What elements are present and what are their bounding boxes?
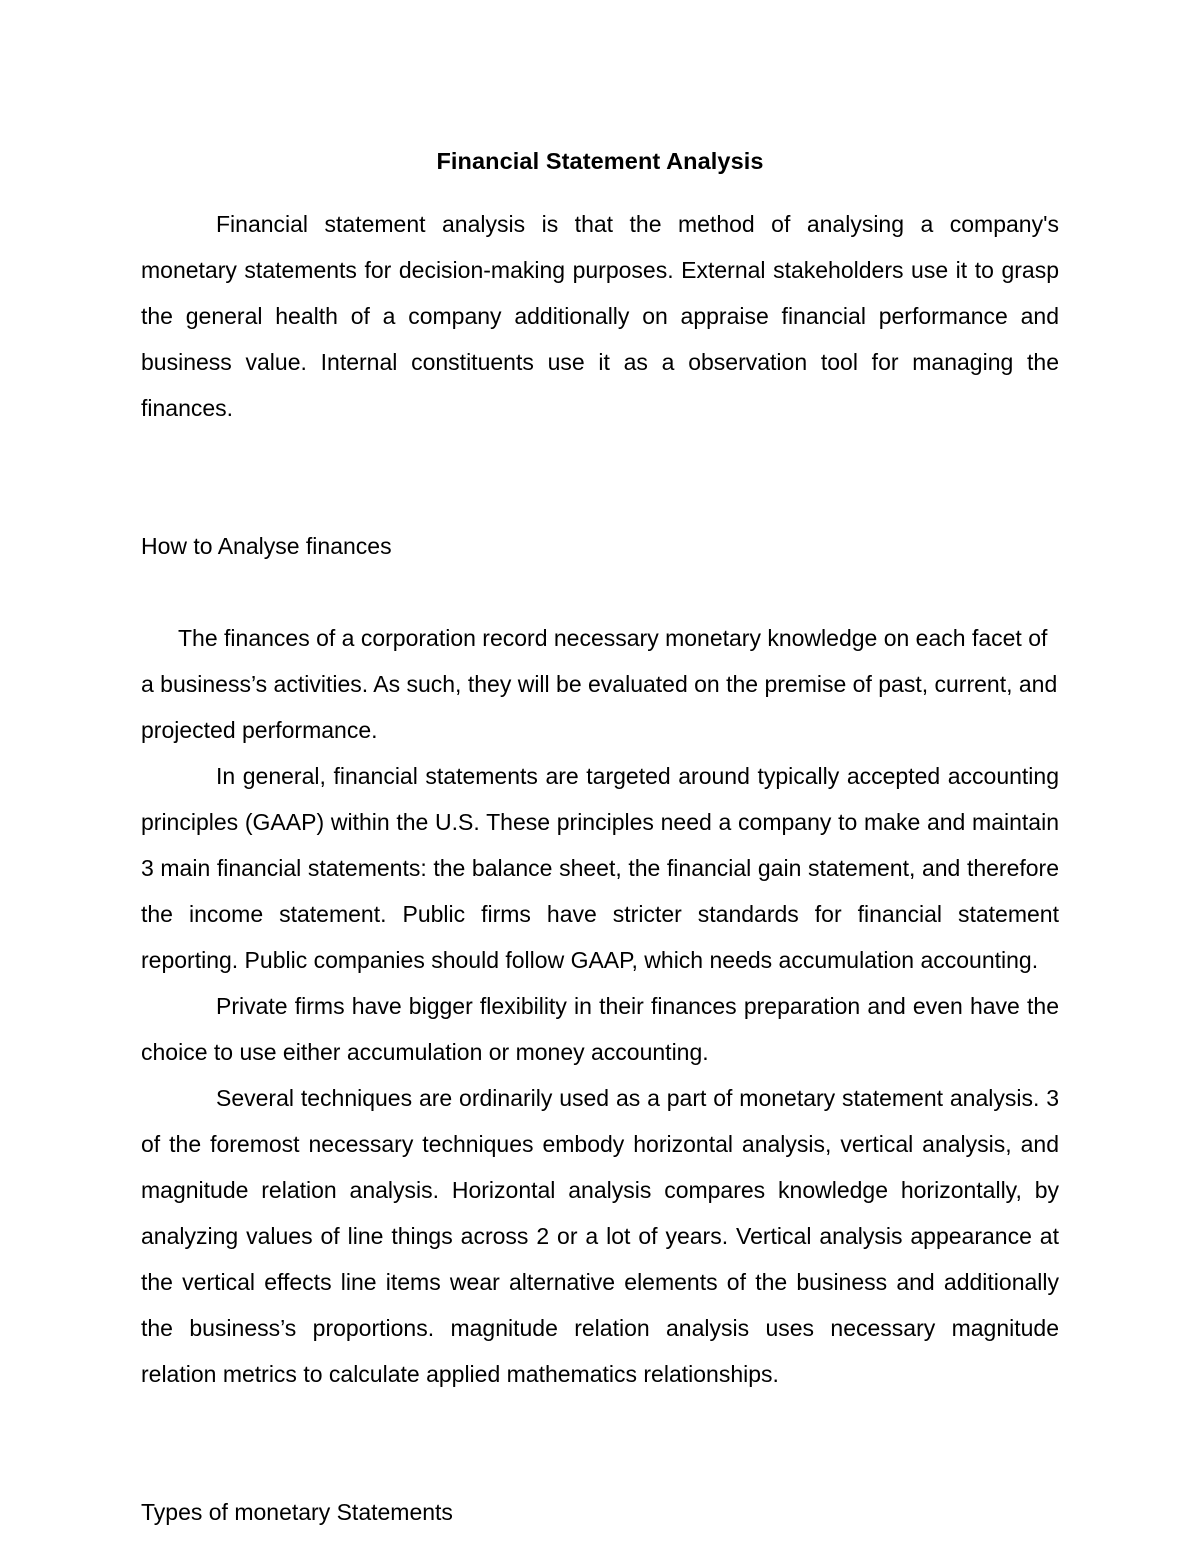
spacer-after-how-to-analyse-heading: [141, 569, 1059, 615]
paragraph-intro: Financial statement analysis is that the method of analysing a company's monetary statements for decision-making purposes. External stakeholders use it to grasp the general health of a company additionally on appraise financial performance and business value. Internal constituents use it as a observation tool for managing the finances.: [141, 211, 1059, 421]
spacer-before-types-heading: [141, 1397, 1059, 1489]
heading-types-of-monetary-statements: Types of monetary Statements: [141, 1499, 453, 1525]
paragraph-finances-record: The finances of a corporation record necessary monetary knowledge on each facet of a business’s activities. As such, they will be evaluated on the premise of past, current, and projected performance.: [141, 625, 1058, 743]
heading-how-to-analyse-finances: How to Analyse finances: [141, 533, 392, 559]
spacer-after-title: [141, 184, 1059, 201]
paragraph-private-firms: Private firms have bigger flexibility in their finances preparation and even have the choice to use either accumulation or money accounting.: [141, 993, 1059, 1065]
document-body: [141, 138, 1059, 1535]
spacer-before-how-to-analyse: [141, 431, 1059, 523]
page-title: Financial Statement Analysis: [436, 148, 764, 174]
paragraph-gaap: In general, financial statements are targeted around typically accepted accounting principles (GAAP) within the U.S. These principles need a company to make and maintain 3 main financial statements: the balance sheet, the financial gain statement, and therefore the income statement. Public firms have stricter standards for financial statement reporting. Public companies should follow GAAP, which needs accumulation accounting.: [141, 763, 1059, 973]
paragraph-techniques: Several techniques are ordinarily used as a part of monetary statement analysis. 3 of the foremost necessary techniques embody horizontal analysis, vertical analysis, and magnitude relation analysis. Horizontal analysis compares knowledge horizontally, by analyzing values of line things across 2 or a lot of years. Vertical analysis appearance at the vertical effects line items wear alternative elements of the business and additionally the business’s proportions. magnitude relation analysis uses necessary magnitude relation metrics to calculate applied mathematics relationships.: [141, 1085, 1059, 1387]
